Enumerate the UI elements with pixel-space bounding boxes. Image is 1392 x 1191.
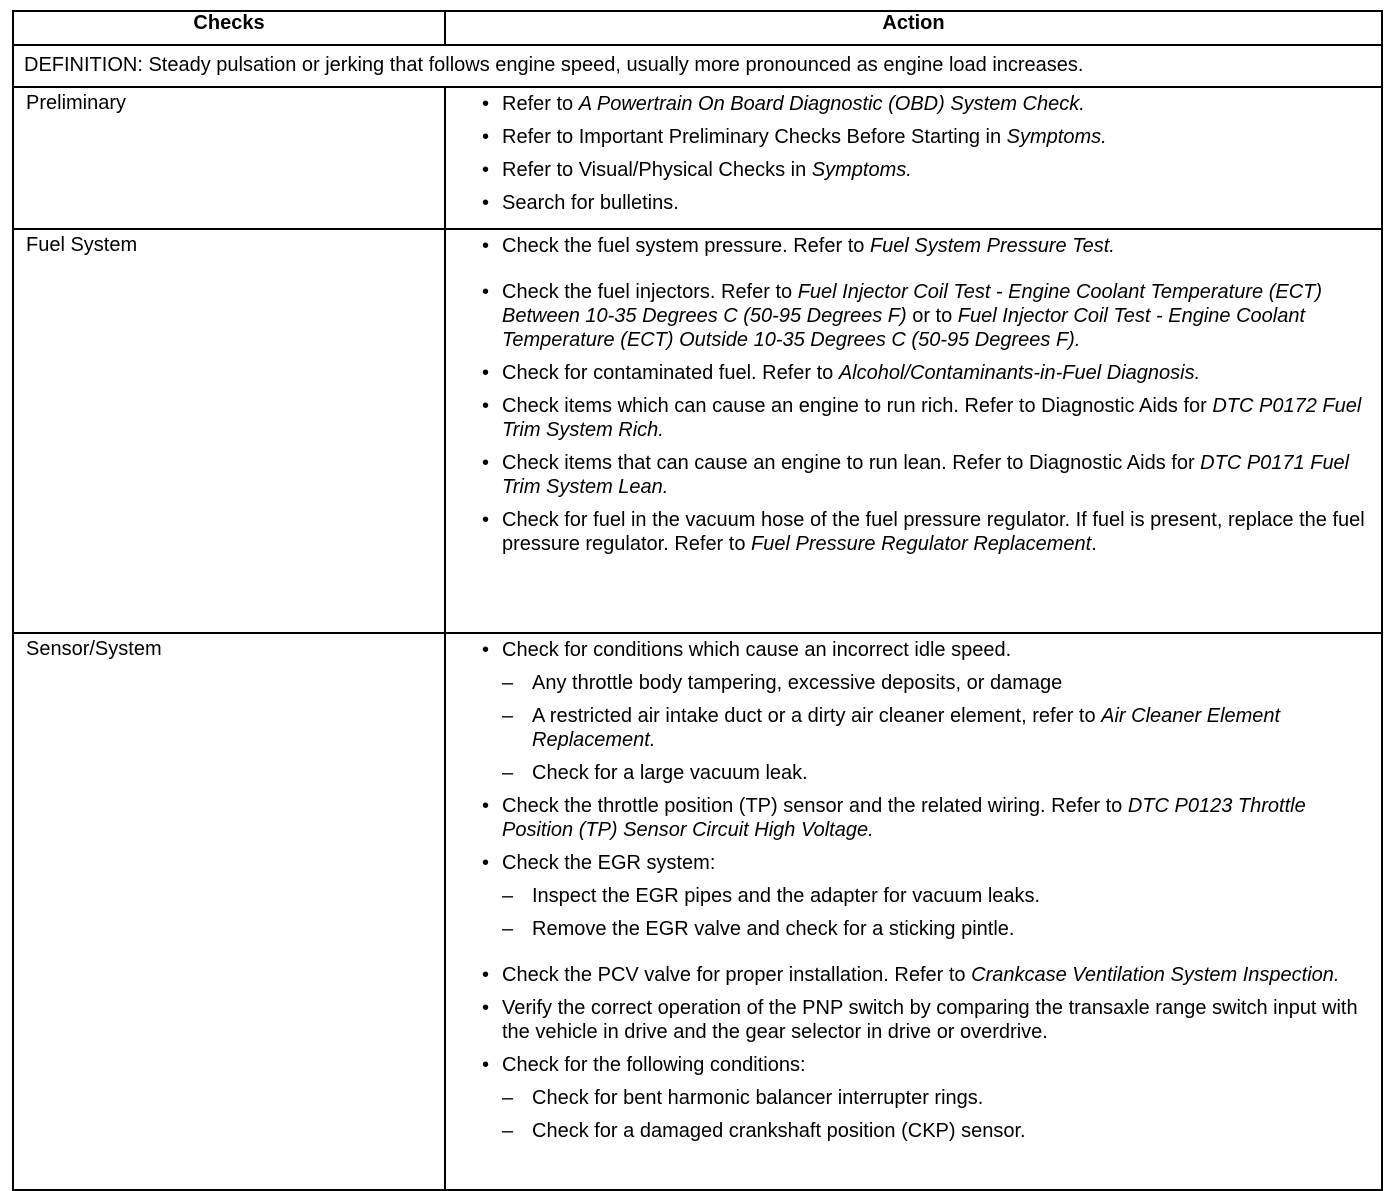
item-text: Check for a damaged crankshaft position (CKP) sensor. <box>532 1120 1026 1142</box>
bullet-item <box>480 508 1371 556</box>
item-text: Check the EGR system: <box>502 852 716 874</box>
sub-item <box>480 884 1371 908</box>
bullet-item <box>480 361 1371 385</box>
symptom-table <box>12 10 1383 1191</box>
reference-text: Crankcase Ventilation System Inspection. <box>971 964 1340 986</box>
item-text: Any throttle body tampering, excessive deposits, or damage <box>532 672 1063 694</box>
bullet-item <box>480 851 1371 875</box>
bullet-item <box>480 394 1371 442</box>
header-checks: Checks <box>13 11 445 45</box>
sub-item <box>480 704 1371 752</box>
item-text: Verify the correct operation of the PNP switch by comparing the transaxle range switch input with the vehicle in drive and the gear selector in drive or overdrive. <box>502 997 1358 1043</box>
reference-text: Fuel System Pressure Test. <box>869 235 1115 257</box>
table-row <box>13 87 1382 229</box>
bullet-item <box>480 234 1371 258</box>
item-text: Check items which can cause an engine to run rich. Refer to Diagnostic Aids for <box>502 395 1213 417</box>
bullet-item <box>480 125 1371 149</box>
bullet-item <box>480 794 1371 842</box>
table-row <box>13 229 1382 633</box>
bullet-item <box>480 451 1371 499</box>
item-text: Search for bulletins. <box>502 192 679 214</box>
item-text: Check for contaminated fuel. Refer to <box>502 362 839 384</box>
table-row <box>13 633 1382 1190</box>
sub-item <box>480 917 1371 941</box>
item-text: Check for conditions which cause an incorrect idle speed. <box>502 639 1012 661</box>
check-name: Fuel System <box>13 229 445 633</box>
item-text: Check for the following conditions: <box>502 1054 806 1076</box>
item-text: Check for a large vacuum leak. <box>532 762 808 784</box>
bullet-item <box>480 1053 1371 1077</box>
sub-item <box>480 671 1371 695</box>
reference-text: Symptoms. <box>1006 126 1107 148</box>
item-text: Refer to Visual/Physical Checks in <box>502 159 812 181</box>
reference-text: DTC P0123 Throttle Position (TP) Sensor Circuit High Voltage. <box>502 795 1306 841</box>
reference-text: Alcohol/Contaminants-in-Fuel Diagnosis. <box>838 362 1201 384</box>
action-cell <box>445 87 1382 229</box>
header-action: Action <box>445 11 1382 45</box>
sub-item <box>480 761 1371 785</box>
check-name: Preliminary <box>13 87 445 229</box>
item-text: Check the fuel system pressure. Refer to <box>502 235 870 257</box>
action-cell <box>445 229 1382 633</box>
bullet-item <box>480 280 1371 352</box>
item-text: Check the throttle position (TP) sensor and the related wiring. Refer to <box>502 795 1128 817</box>
bullet-item <box>480 996 1371 1044</box>
definition: DEFINITION: Steady pulsation or jerking that follows engine speed, usually more pronounced as engine load increases. <box>13 45 1382 87</box>
reference-text: Fuel Injector Coil Test - Engine Coolant Temperature (ECT) Between 10-35 Degrees C (50-95 Degrees F) <box>502 281 1323 327</box>
reference-text: DTC P0171 Fuel Trim System Lean. <box>502 452 1350 498</box>
reference-text: A Powertrain On Board Diagnostic (OBD) System Check. <box>578 93 1085 115</box>
item-text: . <box>1091 533 1097 555</box>
item-text: or to <box>906 305 958 327</box>
item-text: Check for fuel in the vacuum hose of the fuel pressure regulator. If fuel is present, replace the fuel pressure regulator. Refer to <box>502 509 1365 555</box>
bullet-item <box>480 158 1371 182</box>
reference-text: Fuel Injector Coil Test - Engine Coolant Temperature (ECT) Outside 10-35 Degrees C (50-95 Degrees F). <box>502 305 1306 351</box>
reference-text: Symptoms. <box>811 159 912 181</box>
bullet-item <box>480 963 1371 987</box>
check-name: Sensor/System <box>13 633 445 1190</box>
bullet-item <box>480 638 1371 662</box>
item-text: Refer to Important Preliminary Checks Before Starting in <box>502 126 1007 148</box>
sub-item <box>480 1086 1371 1110</box>
bullet-item <box>480 191 1371 215</box>
bullet-item <box>480 92 1371 116</box>
reference-text: DTC P0172 Fuel Trim System Rich. <box>502 395 1362 441</box>
sub-item <box>480 1119 1371 1143</box>
reference-text: Air Cleaner Element Replacement. <box>532 705 1281 751</box>
item-text: Refer to <box>502 93 579 115</box>
item-text: Check for bent harmonic balancer interrupter rings. <box>532 1087 984 1109</box>
reference-text: Fuel Pressure Regulator Replacement <box>751 533 1092 555</box>
action-cell <box>445 633 1382 1190</box>
item-text: Remove the EGR valve and check for a sticking pintle. <box>532 918 1015 940</box>
item-text: Inspect the EGR pipes and the adapter for vacuum leaks. <box>532 885 1041 907</box>
item-text: Check items that can cause an engine to run lean. Refer to Diagnostic Aids for <box>502 452 1201 474</box>
item-text: Check the PCV valve for proper installation. Refer to <box>502 964 972 986</box>
item-text: Check the fuel injectors. Refer to <box>502 281 798 303</box>
item-text: A restricted air intake duct or a dirty air cleaner element, refer to <box>532 705 1102 727</box>
